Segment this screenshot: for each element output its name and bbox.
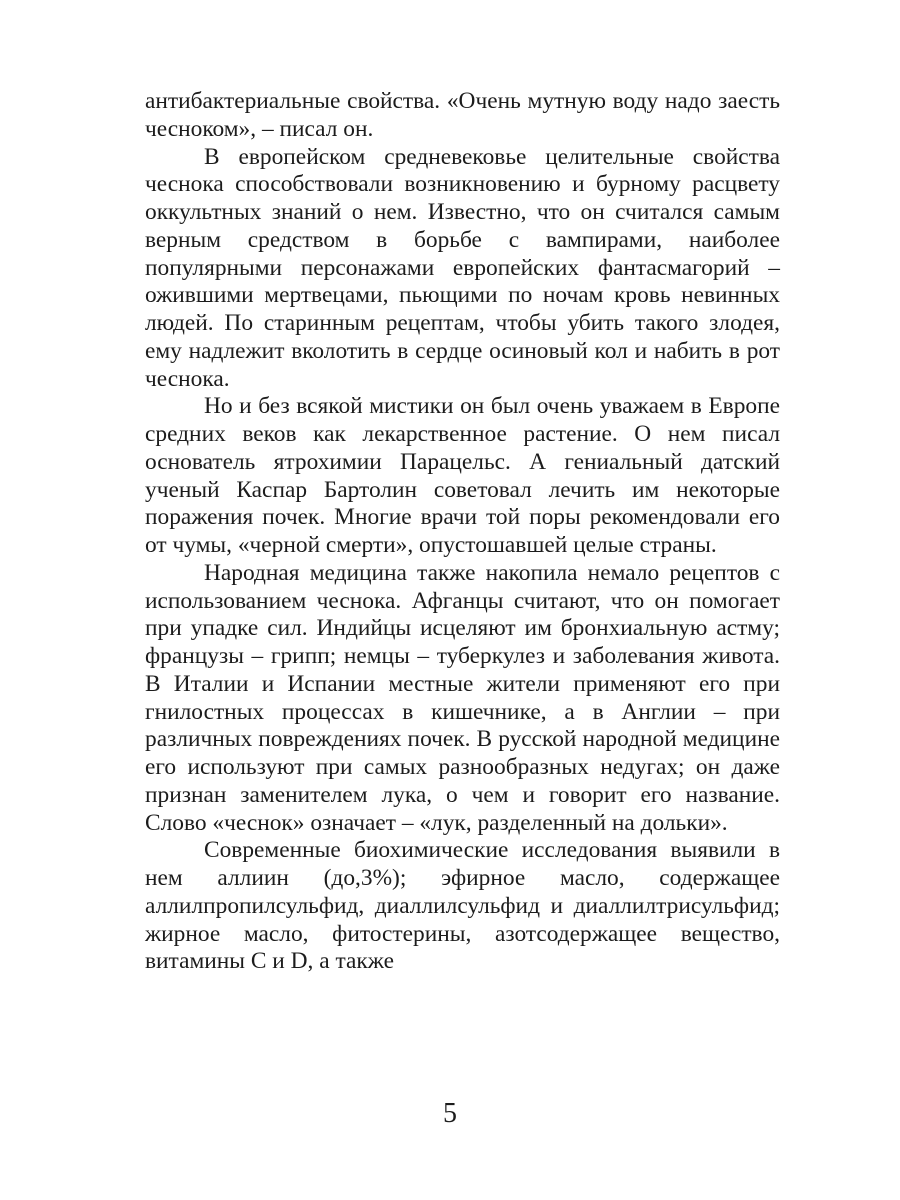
paragraph: Народная медицина также накопила немало рецептов с использованием чеснока. Афганцы считают, что он помогает при упадке сил. Индийцы исцеляют им бронхиальную астму; французы – грипп; немцы – туберкулез и заболевания живота. В Италии и Испании местные жители применяют его при гнилостных процессах в кишечнике, а в Англии – при различных повреждениях почек. В русской народной медицине его используют при самых разнообразных недугах; он даже признан заменителем лука, о чем и говорит его название. Слово «чеснок» означает – «лук, разделенный на дольки». [145, 559, 780, 836]
paragraph: Но и без всякой мистики он был очень уважаем в Европе средних веков как лекарственное растение. О нем писал основатель ятрохимии Парацельс. А гениальный датский ученый Каспар Бартолин советовал лечить им некоторые поражения почек. Многие врачи той поры рекомендовали его от чумы, «черной смерти», опустошавшей целые страны. [145, 393, 780, 558]
paragraph: антибактериальные свойства. «Очень мутную воду надо заесть чесноком», – писал он. [145, 88, 780, 142]
page-number: 5 [443, 1098, 457, 1129]
page-body [145, 88, 780, 976]
paragraph: Современные биохимические исследования выявили в нем аллиин (до,3%); эфирное масло, содержащее аллилпропилсульфид, диаллилсульфид и диаллилтрисульфид; жирное масло, фитостерины, азотсодержащее вещество, витамины С и D, а также [145, 837, 780, 975]
paragraph: В европейском средневековье целительные свойства чеснока способствовали возникновению и бурному расцвету оккультных знаний о нем. Известно, что он считался самым верным средством в борьбе с вампирами, наиболее популярными персонажами европейских фантасмагорий – ожившими мертвецами, пьющими по ночам кровь невинных людей. По старинным рецептам, чтобы убить такого злодея, ему надлежит вколотить в сердце осиновый кол и набить в рот чеснока. [145, 143, 780, 392]
